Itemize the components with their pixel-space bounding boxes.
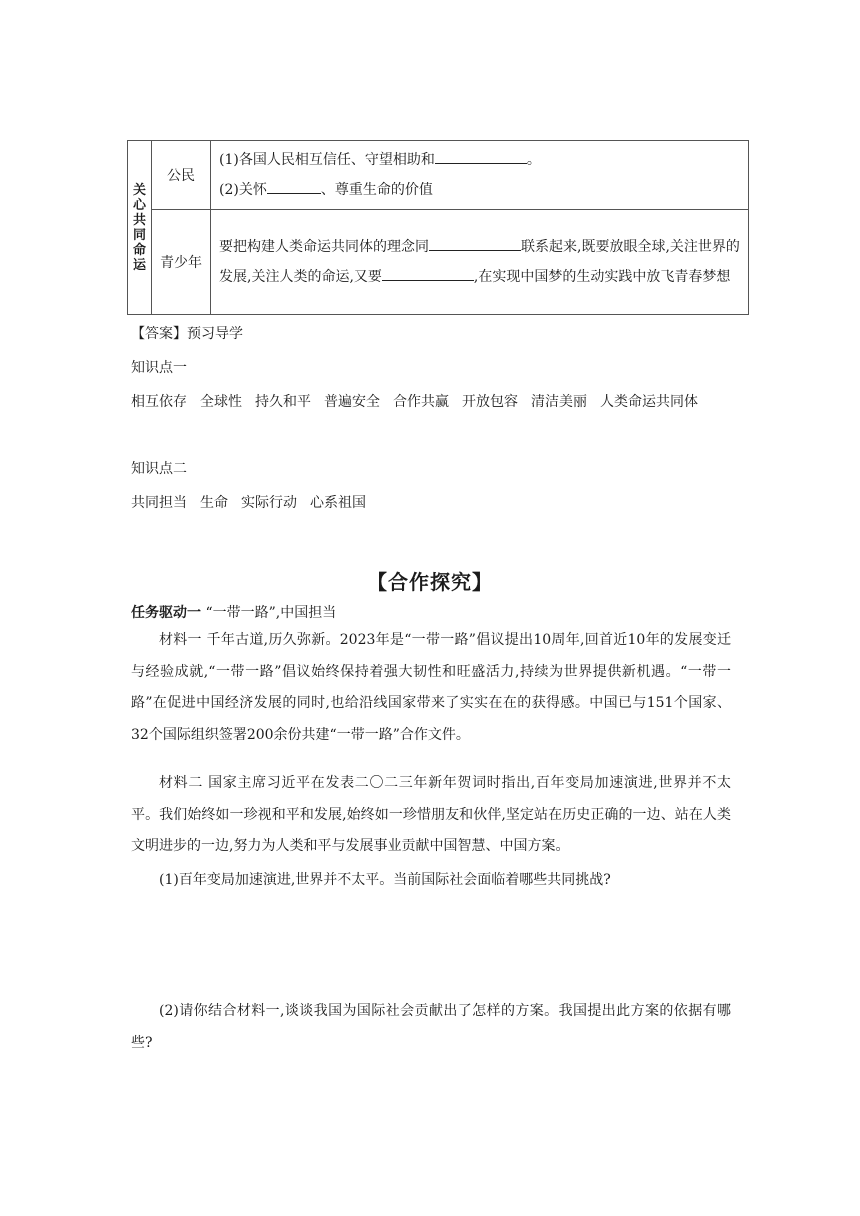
knowledge-point-1-title: 知识点一 — [131, 360, 187, 376]
text-segment: 联系起来,既要放眼全球,关注世界的发展,关注人类的命运,又要 — [219, 239, 740, 285]
fill-in-blank[interactable] — [382, 266, 474, 281]
text-segment: 、尊重生命的价值 — [320, 182, 433, 198]
role-cell — [152, 141, 211, 210]
text-segment: (2)关怀 — [219, 182, 267, 198]
answer-term: 持久和平 — [255, 394, 311, 410]
task-line — [131, 603, 336, 623]
question-2: (2)请你结合材料一,谈谈我国为国际社会贡献出了怎样的方案。我国提出此方案的依据有哪些? — [131, 1003, 731, 1051]
text-segment: (1)各国人民相互信任、守望相助和 — [219, 152, 435, 168]
knowledge-point-2-title: 知识点二 — [131, 461, 187, 477]
answer-term: 开放包容 — [462, 394, 518, 410]
citizen-line-1 — [219, 145, 742, 175]
citizen-line-2 — [219, 175, 742, 205]
task-label: 任务驱动一 — [131, 605, 201, 621]
summary-table — [127, 140, 749, 315]
knowledge-point-2-terms — [131, 493, 379, 513]
fill-in-blank[interactable] — [429, 236, 521, 251]
answer-term: 合作共赢 — [393, 394, 449, 410]
description-cell — [211, 141, 749, 210]
question-1: (1)百年变局加速演进,世界并不太平。当前国际社会面临着哪些共同挑战? — [159, 872, 611, 888]
answer-term: 全球性 — [200, 394, 242, 410]
material-2: 材料二 国家主席习近平在发表二〇二三年新年贺词时指出,百年变局加速演进,世界并不太平。我们始终如一珍视和平和发展,始终如一珍惜朋友和伙伴,坚定站在历史正确的一边、站在人类文明进步的一边,努力为人类和平与发展事业贡献中国智慧、中国方案。 — [131, 775, 731, 855]
group-label: 关心共同命运 — [132, 182, 146, 273]
material-1: 材料一 千年古道,历久弥新。2023年是“一带一路”倡议提出10周年,回首近10年的发展变迁与经验成就,“一带一路”倡议始终保持着强大韧性和旺盛活力,持续为世界提供新机遇。“一带一路”在促进中国经济发展的同时,也给沿线国家带来了实实在在的获得感。中国已与151个国家、32个国际组织签署200余份共建“一带一路”合作文件。 — [131, 632, 731, 743]
table-row — [128, 141, 749, 210]
answer-term: 人类命运共同体 — [600, 394, 698, 410]
answer-term: 心系祖国 — [310, 495, 366, 511]
role-cell — [152, 210, 211, 315]
text-segment: 要把构建人类命运共同体的理念同 — [219, 239, 429, 255]
role-label-youth: 青少年 — [160, 255, 202, 271]
answer-term: 清洁美丽 — [531, 394, 587, 410]
answer-term: 共同担当 — [131, 495, 187, 511]
answer-term: 实际行动 — [241, 495, 297, 511]
fill-in-blank[interactable] — [267, 179, 321, 194]
group-label-cell — [128, 141, 152, 315]
knowledge-point-1-terms — [131, 386, 733, 419]
description-cell — [211, 210, 749, 315]
task-title: “一带一路”,中国担当 — [205, 605, 337, 621]
table-row — [128, 210, 749, 315]
fill-in-blank[interactable] — [435, 149, 527, 164]
answer-term: 相互依存 — [131, 394, 187, 410]
answer-term: 生命 — [200, 495, 228, 511]
role-label-citizen: 公民 — [167, 168, 195, 184]
answer-header: 【答案】预习导学 — [131, 326, 243, 342]
answer-term: 普遍安全 — [324, 394, 380, 410]
section-heading: 【合作探究】 — [367, 570, 493, 594]
text-segment: 。 — [526, 152, 541, 168]
text-segment: ,在实现中国梦的生动实践中放飞青春梦想 — [473, 269, 731, 285]
